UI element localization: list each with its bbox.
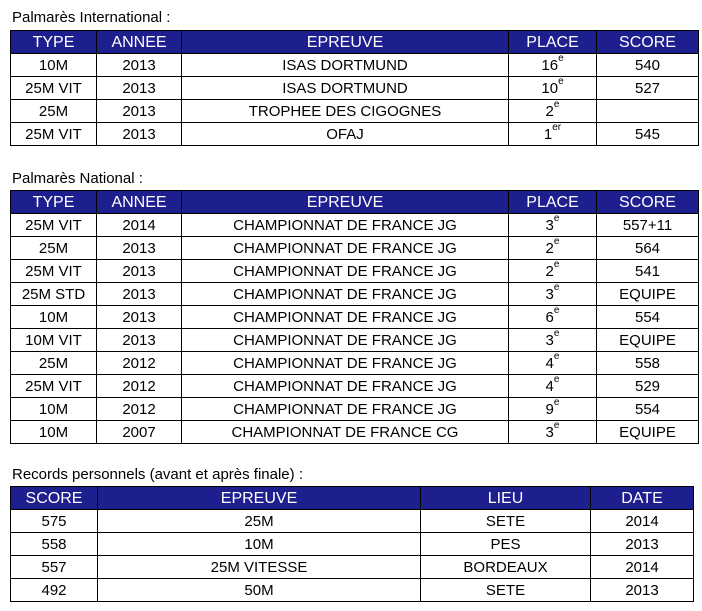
column-header-type: TYPE	[11, 31, 97, 54]
cell-place-text: 2	[545, 239, 554, 257]
cell-place-text: 4	[545, 377, 554, 395]
cell-type	[11, 54, 97, 77]
cell-annee	[97, 352, 182, 375]
cell-epreuve-text: CHAMPIONNAT DE FRANCE JG	[233, 285, 457, 303]
cell-epreuve	[182, 237, 509, 260]
cell-annee	[97, 329, 182, 352]
cell-type-text: 10M VIT	[25, 331, 82, 349]
cell-lieu-text: BORDEAUX	[463, 558, 548, 576]
cell-type	[11, 100, 97, 123]
cell-score-text: 554	[634, 308, 661, 326]
cell-date	[591, 510, 694, 533]
cell-epreuve	[182, 123, 509, 146]
cell-epreuve-text: CHAMPIONNAT DE FRANCE JG	[233, 308, 457, 326]
cell-annee	[97, 123, 182, 146]
cell-lieu	[421, 556, 591, 579]
cell-place-text: 1	[543, 125, 553, 143]
table-row	[11, 100, 699, 123]
cell-score	[597, 54, 699, 77]
cell-annee-text: 2013	[122, 79, 156, 97]
table-header-row	[11, 487, 694, 510]
cell-annee	[97, 260, 182, 283]
cell-type	[11, 77, 97, 100]
place-suffix: e	[558, 53, 564, 64]
table-row	[11, 123, 699, 146]
place-suffix: e	[553, 236, 560, 247]
cell-annee-text: 2013	[122, 308, 156, 326]
cell-type	[11, 260, 97, 283]
cell-score-text: 529	[634, 377, 661, 395]
cell-score	[597, 123, 699, 146]
cell-type-text: 25M VIT	[25, 79, 82, 97]
cell-place	[509, 123, 597, 146]
cell-lieu	[421, 510, 591, 533]
column-header-epreuve: EPREUVE	[98, 487, 421, 510]
table-row	[11, 77, 699, 100]
cell-score	[11, 579, 98, 602]
cell-score	[11, 533, 98, 556]
cell-score-text: 564	[634, 239, 661, 257]
cell-score-text: 545	[634, 125, 661, 143]
cell-place-text: 3	[545, 423, 554, 441]
cell-annee	[97, 306, 182, 329]
table-row	[11, 352, 699, 375]
cell-place-text: 4	[545, 354, 554, 372]
cell-epreuve-text: 25M	[244, 512, 274, 530]
table-row	[11, 260, 699, 283]
cell-place-text: 9	[545, 400, 554, 418]
cell-epreuve-text: CHAMPIONNAT DE FRANCE CG	[231, 423, 459, 441]
cell-epreuve	[182, 375, 509, 398]
cell-type-text: 10M	[38, 423, 69, 441]
cell-annee-text: 2013	[122, 262, 156, 280]
cell-score	[11, 556, 98, 579]
cell-place	[509, 352, 597, 375]
cell-annee-text: 2013	[122, 125, 156, 143]
cell-score-text: EQUIPE	[619, 285, 676, 303]
place-suffix: er	[552, 122, 562, 133]
cell-epreuve	[182, 421, 509, 444]
cell-annee	[97, 100, 182, 123]
cell-score-text: 558	[634, 354, 661, 372]
cell-epreuve-text: 50M	[244, 581, 274, 599]
table-row	[11, 283, 699, 306]
cell-score-text: EQUIPE	[619, 331, 676, 349]
cell-epreuve	[182, 214, 509, 237]
cell-date	[591, 533, 694, 556]
cell-place-text: 2	[545, 262, 554, 280]
cell-epreuve	[182, 100, 509, 123]
cell-place	[509, 283, 597, 306]
cell-annee	[97, 214, 182, 237]
table-row	[11, 510, 694, 533]
cell-type-text: 10M	[38, 56, 69, 74]
cell-annee	[97, 237, 182, 260]
cell-type	[11, 421, 97, 444]
table-row	[11, 398, 699, 421]
cell-lieu-text: PES	[490, 535, 521, 553]
cell-type-text: 25M STD	[21, 285, 86, 303]
cell-lieu-text: SETE	[485, 512, 526, 530]
place-suffix: e	[553, 282, 560, 293]
cell-date-text: 2013	[625, 535, 659, 553]
cell-epreuve-text: CHAMPIONNAT DE FRANCE JG	[233, 239, 457, 257]
cell-type-text: 25M VIT	[25, 125, 82, 143]
cell-score	[11, 510, 98, 533]
table-row	[11, 54, 699, 77]
place-suffix: e	[553, 351, 560, 362]
cell-type	[11, 237, 97, 260]
column-header-lieu: LIEU	[421, 487, 591, 510]
cell-epreuve	[98, 510, 421, 533]
cell-epreuve-text: 10M	[244, 535, 274, 553]
national-rows	[11, 214, 699, 444]
cell-epreuve-text: OFAJ	[326, 125, 364, 143]
table-header-row	[11, 191, 699, 214]
cell-date-text: 2014	[625, 558, 659, 576]
cell-place-text: 3	[545, 331, 554, 349]
cell-score-text: 541	[634, 262, 661, 280]
cell-annee-text: 2014	[122, 216, 156, 234]
international-title: Palmarès International :	[12, 9, 171, 26]
cell-score-text: 557	[41, 558, 67, 576]
cell-epreuve-text: CHAMPIONNAT DE FRANCE JG	[233, 262, 457, 280]
cell-type-text: 25M VIT	[25, 216, 82, 234]
cell-epreuve	[182, 260, 509, 283]
cell-epreuve	[98, 556, 421, 579]
cell-type	[11, 375, 97, 398]
cell-score-text: 527	[634, 79, 661, 97]
records-rows	[11, 510, 694, 602]
cell-epreuve-text: CHAMPIONNAT DE FRANCE JG	[233, 354, 457, 372]
cell-epreuve	[182, 283, 509, 306]
cell-annee-text: 2012	[122, 354, 156, 372]
cell-score	[597, 329, 699, 352]
table-header-row	[11, 31, 699, 54]
cell-type	[11, 214, 97, 237]
cell-annee	[97, 283, 182, 306]
table-row	[11, 237, 699, 260]
cell-type	[11, 329, 97, 352]
cell-epreuve-text: CHAMPIONNAT DE FRANCE JG	[233, 331, 457, 349]
cell-date	[591, 556, 694, 579]
cell-place-text: 6	[545, 308, 554, 326]
cell-place	[509, 77, 597, 100]
cell-place	[509, 421, 597, 444]
cell-annee-text: 2013	[122, 285, 156, 303]
cell-type-text: 25M	[38, 239, 69, 257]
cell-annee-text: 2013	[122, 331, 156, 349]
place-suffix: e	[553, 397, 560, 408]
cell-epreuve-text: 25M VITESSE	[210, 558, 308, 576]
cell-place	[509, 100, 597, 123]
table-row	[11, 375, 699, 398]
table-row	[11, 306, 699, 329]
national-table	[10, 190, 699, 444]
cell-place	[509, 329, 597, 352]
table-row	[11, 556, 694, 579]
cell-score	[597, 214, 699, 237]
cell-type-text: 10M	[38, 400, 69, 418]
table-row	[11, 579, 694, 602]
cell-place	[509, 398, 597, 421]
column-header-epreuve: EPREUVE	[182, 31, 509, 54]
cell-type	[11, 306, 97, 329]
cell-type	[11, 352, 97, 375]
cell-date-text: 2013	[625, 581, 659, 599]
cell-score-text: 492	[41, 581, 67, 599]
cell-score	[597, 283, 699, 306]
records-table	[10, 486, 694, 602]
cell-place	[509, 375, 597, 398]
column-header-date: DATE	[591, 487, 694, 510]
column-header-score: SCORE	[597, 31, 699, 54]
cell-score	[597, 398, 699, 421]
cell-type	[11, 398, 97, 421]
cell-type-text: 25M	[38, 354, 69, 372]
cell-annee-text: 2012	[122, 400, 156, 418]
cell-annee	[97, 54, 182, 77]
cell-epreuve	[182, 306, 509, 329]
place-suffix: e	[553, 328, 560, 339]
place-suffix: e	[553, 420, 560, 431]
cell-score-text: 540	[634, 56, 661, 74]
column-header-annee: ANNEE	[97, 191, 182, 214]
cell-epreuve-text: CHAMPIONNAT DE FRANCE JG	[233, 216, 457, 234]
cell-place	[509, 237, 597, 260]
cell-score	[597, 77, 699, 100]
place-suffix: e	[553, 99, 560, 110]
cell-score	[597, 375, 699, 398]
national-title: Palmarès National :	[12, 170, 143, 187]
cell-epreuve	[182, 77, 509, 100]
cell-type-text: 25M	[38, 102, 69, 120]
cell-place	[509, 306, 597, 329]
cell-epreuve-text: TROPHEE DES CIGOGNES	[248, 102, 442, 120]
column-header-place: PLACE	[509, 191, 597, 214]
cell-epreuve-text: ISAS DORTMUND	[282, 56, 408, 74]
cell-score-text: 554	[634, 400, 661, 418]
international-table	[10, 30, 699, 146]
cell-annee-text: 2012	[122, 377, 156, 395]
cell-type	[11, 123, 97, 146]
cell-score-text: 575	[41, 512, 67, 530]
table-row	[11, 214, 699, 237]
cell-epreuve	[182, 329, 509, 352]
cell-type	[11, 283, 97, 306]
column-header-place: PLACE	[509, 31, 597, 54]
cell-score	[597, 352, 699, 375]
cell-type-text: 25M VIT	[25, 377, 82, 395]
cell-annee	[97, 421, 182, 444]
place-suffix: e	[553, 213, 560, 224]
cell-date-text: 2014	[625, 512, 659, 530]
cell-place-text: 10	[541, 79, 559, 97]
cell-annee-text: 2013	[122, 102, 156, 120]
cell-lieu-text: SETE	[485, 581, 526, 599]
cell-place	[509, 260, 597, 283]
cell-score-text: EQUIPE	[619, 423, 676, 441]
place-suffix: e	[553, 259, 560, 270]
cell-epreuve	[182, 352, 509, 375]
cell-annee	[97, 375, 182, 398]
column-header-annee: ANNEE	[97, 31, 182, 54]
cell-annee-text: 2013	[122, 239, 156, 257]
cell-annee	[97, 398, 182, 421]
cell-score	[597, 100, 699, 123]
cell-epreuve	[98, 533, 421, 556]
cell-score	[597, 260, 699, 283]
cell-place-text: 3	[545, 285, 554, 303]
cell-place	[509, 214, 597, 237]
cell-place-text: 16	[541, 56, 559, 74]
cell-type-text: 25M VIT	[25, 262, 82, 280]
table-row	[11, 421, 699, 444]
cell-annee-text: 2013	[122, 56, 156, 74]
table-row	[11, 533, 694, 556]
cell-epreuve	[182, 398, 509, 421]
place-suffix: e	[553, 305, 560, 316]
cell-score	[597, 421, 699, 444]
cell-annee-text: 2007	[122, 423, 156, 441]
place-suffix: e	[553, 374, 560, 385]
cell-place-text: 3	[545, 216, 554, 234]
place-suffix: e	[558, 76, 564, 87]
column-header-type: TYPE	[11, 191, 97, 214]
cell-type-text: 10M	[38, 308, 69, 326]
column-header-score: SCORE	[11, 487, 98, 510]
table-row	[11, 329, 699, 352]
cell-epreuve	[98, 579, 421, 602]
cell-epreuve	[182, 54, 509, 77]
cell-lieu	[421, 533, 591, 556]
cell-annee	[97, 77, 182, 100]
international-rows	[11, 54, 699, 146]
cell-score-text: 557+11	[622, 216, 673, 234]
cell-score	[597, 237, 699, 260]
column-header-epreuve: EPREUVE	[182, 191, 509, 214]
cell-lieu	[421, 579, 591, 602]
cell-date	[591, 579, 694, 602]
cell-place-text: 2	[545, 102, 554, 120]
cell-place	[509, 54, 597, 77]
cell-score	[597, 306, 699, 329]
column-header-score: SCORE	[597, 191, 699, 214]
cell-epreuve-text: ISAS DORTMUND	[282, 79, 408, 97]
cell-epreuve-text: CHAMPIONNAT DE FRANCE JG	[233, 377, 457, 395]
cell-epreuve-text: CHAMPIONNAT DE FRANCE JG	[233, 400, 457, 418]
cell-score-text: 558	[41, 535, 67, 553]
records-title: Records personnels (avant et après finale) :	[12, 466, 303, 483]
